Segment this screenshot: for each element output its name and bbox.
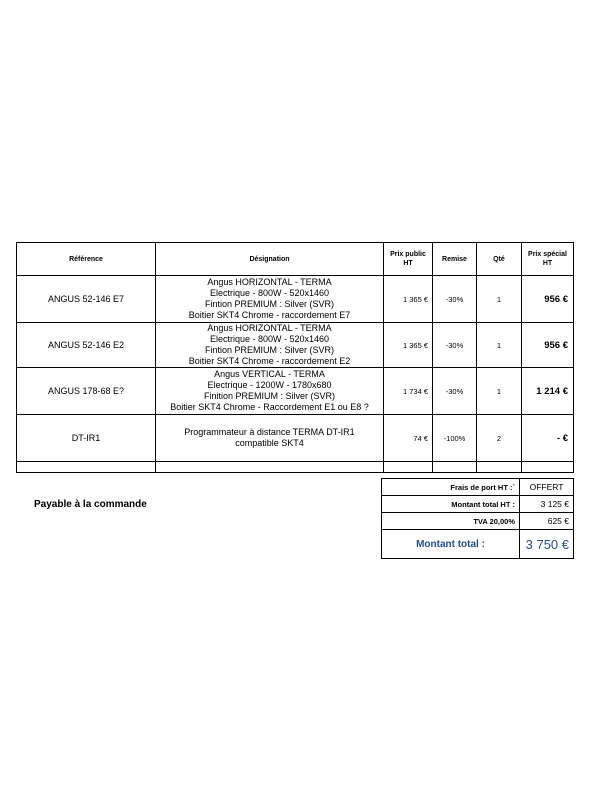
row-remise: -30% [433,368,477,415]
row-prix-special: 956 € [522,323,574,368]
row-qte: 2 [477,415,522,462]
header-reference: Référence [17,243,156,276]
grand-total-label: Montant total : [382,530,520,559]
row-prix-special: 1 214 € [522,368,574,415]
designation-line: Boitier SKT4 Chrome - raccordement E7 [188,310,351,320]
totals-row-shipping [382,479,574,496]
row-designation [156,415,384,462]
header-designation: Désignation [156,243,384,276]
header-qte: Qté [477,243,522,276]
designation-line: Fintion PREMIUM : Silver (SVR) [204,299,335,309]
table-row [17,323,574,368]
designation-line: Finition PREMIUM : Silver (SVR) [203,391,336,401]
totals-row-tva [382,513,574,530]
designation-line: Fintion PREMIUM : Silver (SVR) [204,345,335,355]
designation-line: Programmateur à distance TERMA DT-IR1 [184,427,355,437]
row-qte: 1 [477,276,522,323]
shipping-value: OFFERT [520,479,574,496]
empty-cell [17,462,156,473]
grand-total-value: 3 750 € [520,530,574,559]
designation-line: Electrique - 800W - 520x1460 [209,334,330,344]
empty-cell [477,462,522,473]
designation-line: compatible SKT4 [235,438,304,448]
row-prix-special: 956 € [522,276,574,323]
row-prix-public: 1 365 € [384,276,433,323]
totals-table [381,478,574,559]
table-header-row [17,243,574,276]
row-qte: 1 [477,368,522,415]
total-ht-value: 3 125 € [520,496,574,513]
totals-row-grand [382,530,574,559]
designation-line: Angus VERTICAL - TERMA [214,369,325,379]
payment-note: Payable à la commande [34,499,147,510]
row-remise: -30% [433,276,477,323]
row-qte: 1 [477,323,522,368]
header-remise: Remise [433,243,477,276]
row-designation [156,368,384,415]
designation-line: Angus HORIZONTAL - TERMA [207,277,332,287]
row-prix-special: - € [522,415,574,462]
tva-value: 625 € [520,513,574,530]
row-remise: -100% [433,415,477,462]
designation-line: Electrique - 1200W - 1780x680 [207,380,332,390]
empty-row [17,462,574,473]
designation-line: Boitier SKT4 Chrome - raccordement E2 [188,356,351,366]
table-row [17,368,574,415]
designation-line: Angus HORIZONTAL - TERMA [207,323,332,333]
row-prix-public: 1 734 € [384,368,433,415]
row-prix-public: 74 € [384,415,433,462]
total-ht-label: Montant total HT : [382,496,520,513]
empty-cell [433,462,477,473]
header-prix-special: Prix spécial HT [522,243,574,276]
row-reference: ANGUS 52-146 E7 [17,276,156,323]
row-reference: ANGUS 52-146 E2 [17,323,156,368]
designation-line: Electrique - 800W - 520x1460 [209,288,330,298]
table-row [17,276,574,323]
row-reference: ANGUS 178-68 E? [17,368,156,415]
totals-row-total-ht [382,496,574,513]
empty-cell [384,462,433,473]
tva-label: TVA 20,00% [382,513,520,530]
row-reference: DT-IR1 [17,415,156,462]
quote-table [16,242,574,473]
row-remise: -30% [433,323,477,368]
empty-cell [156,462,384,473]
designation-line: Boitier SKT4 Chrome - Raccordement E1 ou E8 ? [170,402,369,412]
row-designation [156,323,384,368]
shipping-label: Frais de port HT :` [382,479,520,496]
empty-cell [522,462,574,473]
row-designation [156,276,384,323]
table-row [17,415,574,462]
header-prix-public: Prix public HT [384,243,433,276]
row-prix-public: 1 365 € [384,323,433,368]
